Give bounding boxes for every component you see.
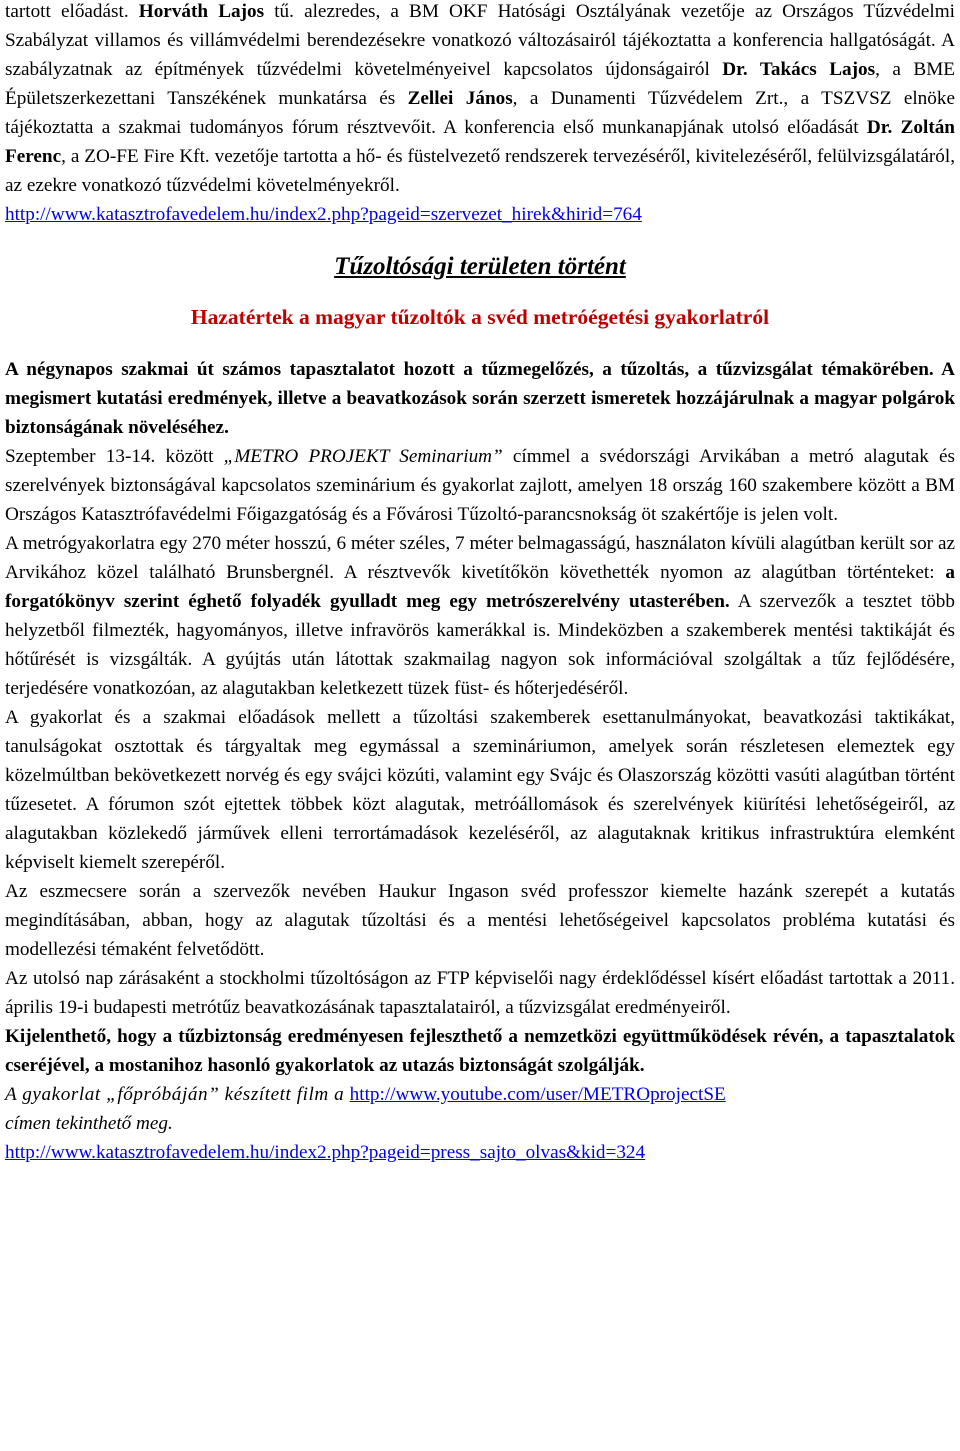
speaker-name: Zellei János bbox=[407, 88, 513, 109]
lead-paragraph bbox=[5, 355, 955, 442]
conclusion-text: Kijelenthető, hogy a tűzbiztonság eredményesen fejleszthető a nemzetközi együttműködések révén, a tapasztalatok cseréjével, a mostanihoz hasonló gyakorlatok az utazás biztonságát szolgálják. bbox=[5, 1026, 955, 1076]
source-link-paragraph bbox=[5, 200, 955, 229]
text-run: A metrógyakorlatra egy 270 méter hosszú, 6 méter széles, 7 méter belmagasságú, használaton kívüli alagútban került sor az Arvikához közel található Brunsbergnél. A résztvevők kivetítőkön követhették nyomon az alagútban történteket: bbox=[5, 533, 955, 583]
text-run: címen tekinthető meg. bbox=[5, 1113, 173, 1134]
text-run: A gyakorlat „főpróbáján” készített film a bbox=[5, 1084, 350, 1105]
paragraph-conference-summary bbox=[5, 0, 955, 200]
speaker-name: Horváth Lajos bbox=[138, 1, 265, 22]
text-run: címmel a svédországi Arvikában a metró alagutak és szerelvények biztonságával kapcsolatos szeminárium és gyakorlat zajlott, amelyen 18 ország 160 szakembere között a BM Országos Katasztrófavédelmi Főigazgatóság és a Fővárosi Tűzoltó-parancsnokság öt szakértője is jelen volt. bbox=[5, 446, 956, 525]
youtube-link[interactable]: http://www.youtube.com/user/METROprojectSE bbox=[349, 1084, 726, 1105]
paragraph-film bbox=[5, 1080, 955, 1138]
text-run: Szeptember 13-14. között bbox=[5, 446, 224, 467]
paragraph-case-studies: A gyakorlat és a szakmai előadások mellett a tűzoltási szakemberek esettanulmányokat, beavatkozási taktikákat, tanulságokat osztottak és tárgyaltak meg egymással a szemináriumon, amelyek során részletesen elemeztek egy közelmúltban bekövetkezett norvég és egy svájci közúti, valamint egy Svájc és Olaszország közötti vasúti alagútban történt tűzesetet. A fórumon szót ejtettek többek közt alagutak, metróállomások és szerelvények kiürítési lehetőségeiről, az alagutakban közlekedő járművek elleni terrortámadások kezeléséről, az alagutaknak kritikus infrastruktúra elemként képviselt kiemelt szerepéről. bbox=[5, 707, 955, 873]
seminar-title: „METRO PROJEKT Seminarium” bbox=[223, 446, 503, 467]
final-link-paragraph bbox=[5, 1138, 955, 1167]
paragraph-closing-day: Az utolsó nap zárásaként a stockholmi tűzoltóságon az FTP képviselői nagy érdeklődéssel kísért előadást tartottak a 2011. április 19-i budapesti metrótűz beavatkozásának tapasztalatairól, a tűzvizsgálat eredményeiről. bbox=[5, 968, 955, 1018]
paragraph-discussion: Az eszmecsere során a szervezők nevében Haukur Ingason svéd professzor kiemelte hazánk szerepét a kutatás megindításában, abban, hogy az alagutak tűzoltási és a mentési lehetőségeivel kapcsolatos probléma kutatási és modellezési témaként felvetődött. bbox=[5, 881, 955, 960]
source-link[interactable]: http://www.katasztrofavedelem.hu/index2.php?pageid=szervezet_hirek&hirid=764 bbox=[5, 204, 642, 225]
scenario-text: a forgatókönyv szerint éghető folyadék gyulladt meg egy metrószerelvény utasterében. bbox=[5, 562, 955, 612]
text-run: tű. alezredes, a BM OKF Hatósági Osztályának vezetője az Országos Tűzvédelmi Szabályzat villamos és villámvédelmi berendezésekre vonatkozó változásairól tájékoztatta a konferencia hallgatóságát. A szabályzatnak az építmények tűzvédelmi követelményeivel kapcsolatos újdonságairól bbox=[5, 1, 955, 80]
text-run: , a ZO-FE Fire Kft. vezetője tartotta a hő- és füstelvezető rendszerek tervezéséről, kivitelezéséről, felülvizsgálatáról, az ezekre vonatkozó tűzvédelmi követelményekről. bbox=[5, 146, 955, 196]
text-run: tartott előadást. bbox=[5, 1, 139, 22]
text-run: , a BME Épületszerkezettani Tanszékének munkatársa és bbox=[5, 59, 955, 109]
speaker-name: Dr. Takács Lajos bbox=[722, 59, 876, 80]
speaker-name: Dr. Zoltán Ferenc bbox=[5, 117, 955, 167]
paragraph-conclusion bbox=[5, 1022, 955, 1080]
final-source-link[interactable]: http://www.katasztrofavedelem.hu/index2.php?pageid=press_sajto_olvas&kid=324 bbox=[5, 1142, 646, 1163]
lead-text: A négynapos szakmai út számos tapasztalatot hozott a tűzmegelőzés, a tűzoltás, a tűzvizsgálat témakörében. A megismert kutatási eredmények, illetve a beavatkozások során szerzett ismeretek hozzájárulnak a magyar polgárok biztonságának növeléséhez. bbox=[5, 359, 955, 438]
text-run: , a Dunamenti Tűzvédelem Zrt., a TSZVSZ elnöke tájékoztatta a szakmai tudományos fórum résztvevőit. A konferencia első munkanapjának utolsó előadását bbox=[5, 88, 955, 138]
paragraph-seminar bbox=[5, 442, 955, 529]
paragraph-exercise bbox=[5, 529, 955, 703]
article-title: Hazatértek a magyar tűzoltók a svéd metróégetési gyakorlatról bbox=[190, 305, 770, 329]
section-title: Tűzoltósági területen történt bbox=[334, 253, 626, 280]
text-run: A szervezők a tesztet több helyzetből filmezték, hagyományos, illetve infravörös kamerákkal is. Mindeközben a szakemberek mentési taktikáját és hőtűrését is vizsgálták. A gyújtás után látottak szakmailag nagyon sok információval szolgáltak a tűz fejlődésére, terjedésére vonatkozóan, az alagutakban keletkezett tüzek füst- és hőterjedéséről. bbox=[5, 591, 955, 699]
